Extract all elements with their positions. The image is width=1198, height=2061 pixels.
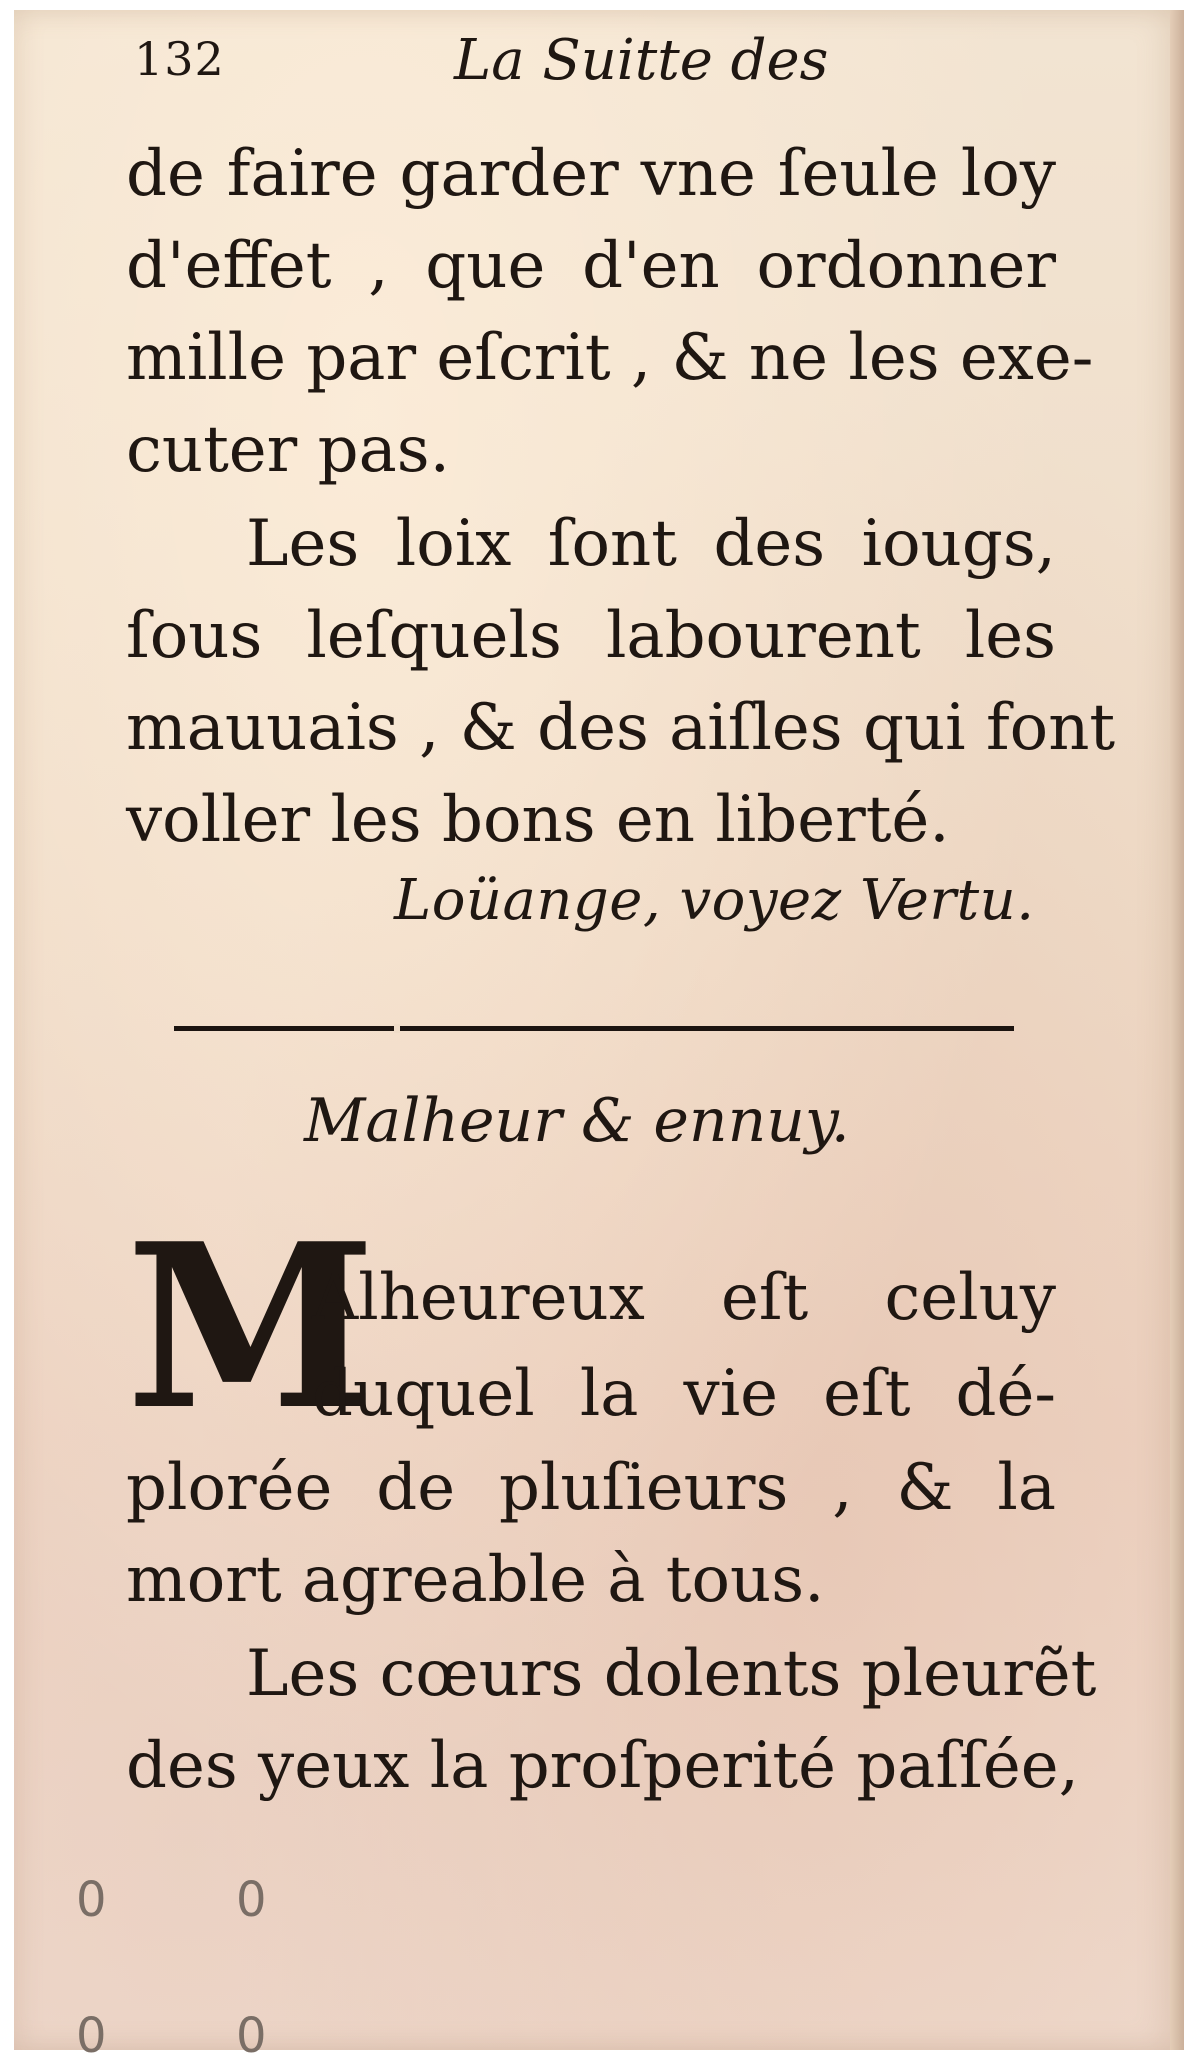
page-header xyxy=(134,28,1034,108)
text-line: voller les bons en liberté. xyxy=(126,783,950,857)
text-line: de faire garder vne ſeule loy xyxy=(126,137,1056,211)
drop-cap: M xyxy=(126,1195,377,1460)
text-line: mauuais , & des aiſles qui font xyxy=(126,691,1116,765)
text-line: duquel la vie eſt dé- xyxy=(312,1357,1056,1431)
show-through-mark: 0 xyxy=(236,2008,267,2061)
text-line: plorée de pluſieurs , & la xyxy=(126,1451,1056,1525)
book-page xyxy=(14,10,1184,2061)
text-line: ſous leſquels labourent les xyxy=(126,599,1056,673)
page-number: 132 xyxy=(134,32,225,86)
text-line: cuter pas. xyxy=(126,413,450,487)
paragraph-coeurs xyxy=(126,1628,1097,1812)
text-line: Les loix ſont des iougs, xyxy=(246,507,1056,581)
running-head: La Suitte des xyxy=(454,28,829,93)
paragraph-malheur xyxy=(126,1442,1056,1626)
text-line: mort agreable à tous. xyxy=(126,1543,825,1617)
text-line: des yeux la proſperité paſſée, xyxy=(126,1729,1079,1803)
section-divider xyxy=(174,1026,1014,1031)
show-through-mark: 0 xyxy=(76,2008,107,2061)
dropcap-lines xyxy=(312,1250,1056,1442)
text-line: mille par eſcrit , & ne les exe- xyxy=(126,321,1094,395)
show-through-mark: 0 xyxy=(76,1872,107,1928)
text-line: d'effet , que d'en ordonner xyxy=(126,229,1056,303)
text-line: Alheureux eſt celuy xyxy=(312,1261,1056,1335)
text-line: Les cœurs dolents pleurẽt xyxy=(246,1637,1097,1711)
paragraph-laws xyxy=(126,498,1116,866)
section-title: Malheur & ennuy. xyxy=(304,1086,850,1156)
cross-reference: Loüange, voyez Vertu. xyxy=(394,868,1035,933)
page-edge xyxy=(1170,10,1184,2050)
paragraph-continuation xyxy=(126,128,1094,496)
show-through-mark: 0 xyxy=(236,1872,267,1928)
